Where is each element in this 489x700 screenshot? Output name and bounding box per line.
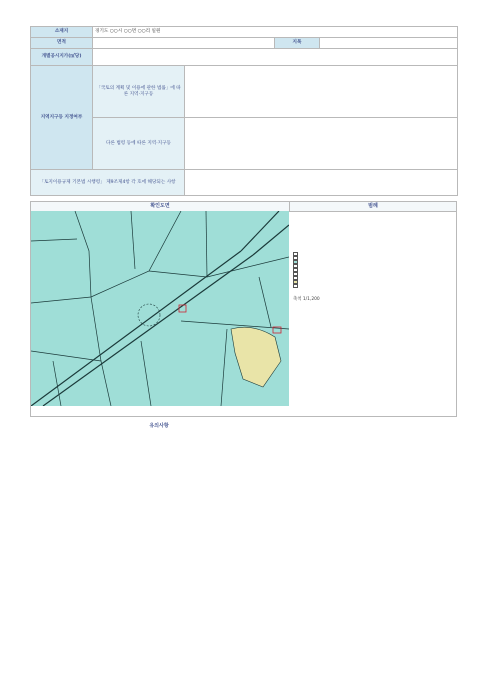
zoning-sub2-value (185, 118, 458, 170)
location-value: 경기도 ○○시 ○○면 ○○리 일원 (93, 27, 458, 38)
land-category-label: 지목 (275, 38, 320, 49)
zoning-sub1-label: 「국토의 계획 및 이용에 관한 법률」에 따른 지역·지구등 (93, 66, 185, 118)
legend (293, 252, 453, 303)
cadastral-map[interactable] (31, 211, 289, 406)
location-label: 소재지 (31, 27, 93, 38)
info-table (30, 26, 458, 196)
notes-body (33, 434, 455, 437)
decree-label: 「토지이용규제 기본법 시행령」 제9조제4항 각 호에 해당되는 사항 (31, 170, 185, 196)
map-scale: 축척 1/1,200 (293, 297, 320, 302)
notes-title: 유의사항 (149, 423, 169, 429)
zoning-label: 지역지구등 지정여부 (31, 66, 93, 170)
area-value (93, 38, 275, 49)
legend-title: 범례 (368, 203, 378, 209)
land-category-value (320, 38, 458, 49)
land-price-value (93, 49, 458, 66)
zoning-sub2-label: 다른 법령 등에 따른 지역·지구등 (93, 118, 185, 170)
zoning-sub1-value (185, 66, 458, 118)
land-price-label: 개별공시지가(㎡당) (31, 49, 93, 66)
legend-item (293, 284, 453, 288)
legend-swatch (293, 284, 298, 288)
decree-value (185, 170, 458, 196)
area-label: 면적 (31, 38, 93, 49)
plan-section (30, 201, 457, 417)
map-title: 확인도면 (31, 202, 290, 211)
